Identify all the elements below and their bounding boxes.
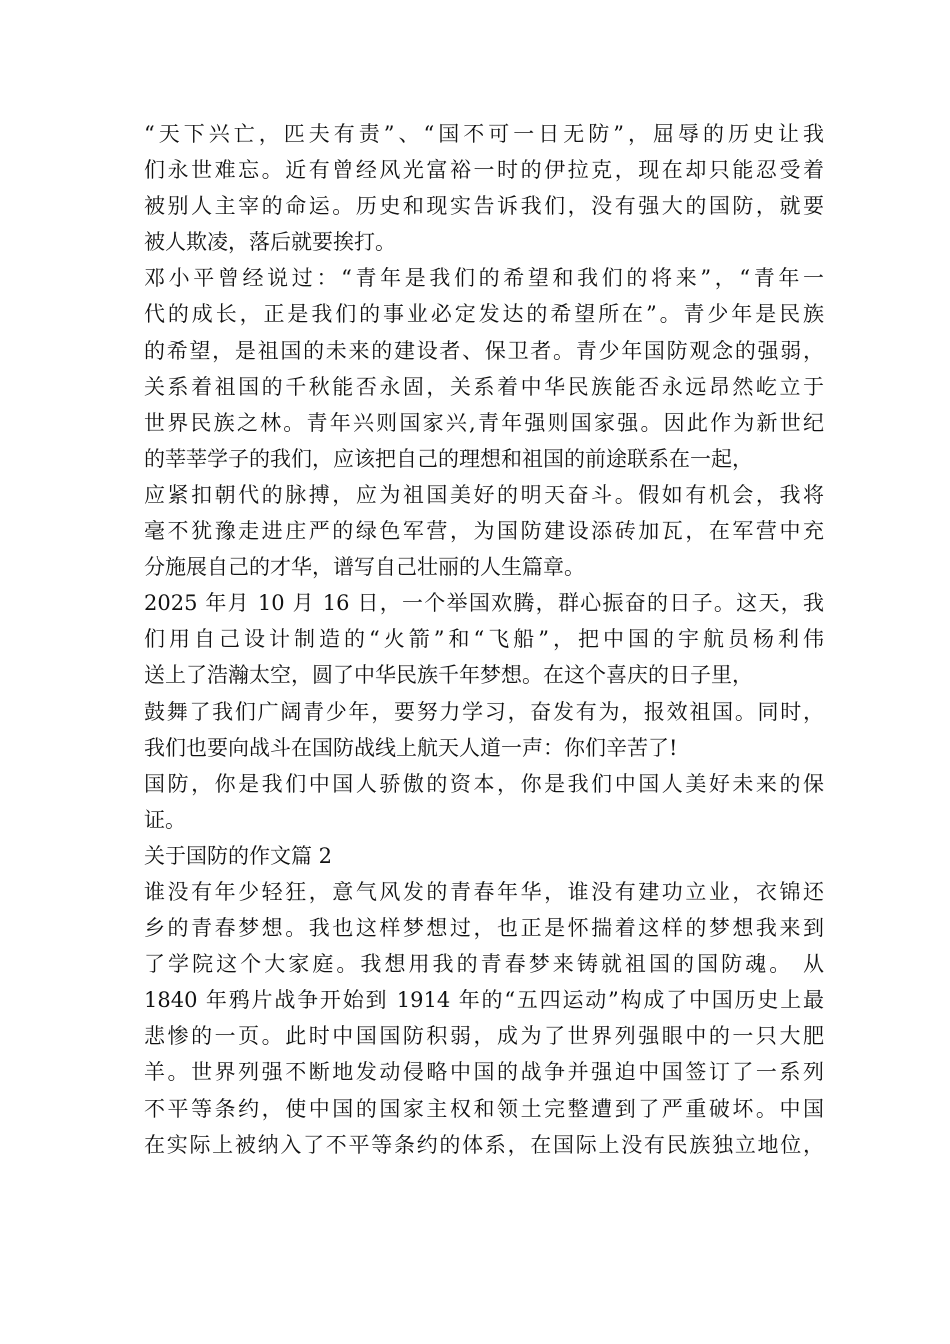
text-line: 羊。世界列强不断地发动侵略中国的战争并强迫中国签订了一系列 bbox=[144, 1060, 824, 1085]
text-line: 应紧扣朝代的脉搏，应为祖国美好的明天奋斗。假如有机会，我将 bbox=[144, 482, 824, 507]
text-line: “天下兴亡，匹夫有责”、“国不可一日无防”，屈辱的历史让我 bbox=[144, 122, 824, 146]
text-line: 的莘莘学子的我们，应该把自己的理想和祖国的前途联系在一起， bbox=[144, 446, 753, 471]
text-line: 在实际上被纳入了不平等条约的体系，在国际上没有民族独立地位， bbox=[144, 1132, 824, 1157]
text-line: 被人欺凌，落后就要挨打。 bbox=[144, 230, 396, 255]
text-line: 邓小平曾经说过：“青年是我们的希望和我们的将来”，“青年一 bbox=[144, 266, 824, 291]
text-line: 证。 bbox=[144, 807, 186, 832]
text-line: 分施展自己的才华，谱写自己壮丽的人生篇章。 bbox=[144, 555, 585, 580]
text-line: 我们也要向战斗在国防战线上航天人道一声：你们辛苦了! bbox=[144, 735, 678, 760]
text-line: 了学院这个大家庭。我想用我的青春梦来铸就祖国的国防魂。 从 bbox=[144, 952, 824, 977]
text-line: 国防，你是我们中国人骄傲的资本，你是我们中国人美好未来的保 bbox=[144, 771, 824, 796]
text-line: 毫不犹豫走进庄严的绿色军营，为国防建设添砖加瓦，在军营中充 bbox=[144, 519, 824, 544]
text-line: 谁没有年少轻狂，意气风发的青春年华，谁没有建功立业，衣锦还 bbox=[144, 879, 824, 904]
text-line: 不平等条约，使中国的国家主权和领土完整遭到了严重破坏。中国 bbox=[144, 1096, 824, 1121]
text-line: 悲惨的一页。此时中国国防积弱，成为了世界列强眼中的一只大肥 bbox=[144, 1024, 824, 1049]
text-line: 世界民族之林。青年兴则国家兴,青年强则国家强。因此作为新世纪 bbox=[144, 410, 824, 435]
document-body bbox=[144, 116, 824, 1163]
text-line: 1840 年鸦片战争开始到 1914 年的“五四运动”构成了中国历史上最 bbox=[144, 988, 824, 1013]
text-line: 关系着祖国的千秋能否永固，关系着中华民族能否永远昂然屹立于 bbox=[144, 374, 824, 399]
text-line: 关于国防的作文篇 2 bbox=[144, 843, 333, 868]
text-line: 被别人主宰的命运。历史和现实告诉我们，没有强大的国防，就要 bbox=[144, 194, 824, 219]
text-line: 2025 年月 10 月 16 日，一个举国欢腾，群心振奋的日子。这天，我 bbox=[144, 591, 824, 616]
text-line: 的希望，是祖国的未来的建设者、保卫者。青少年国防观念的强弱， bbox=[144, 338, 824, 363]
text-line: 们用自己设计制造的“火箭”和“飞船”，把中国的宇航员杨利伟 bbox=[144, 627, 824, 652]
text-line: 乡的青春梦想。我也这样梦想过，也正是怀揣着这样的梦想我来到 bbox=[144, 916, 824, 941]
text-line: 送上了浩瀚太空，圆了中华民族千年梦想。在这个喜庆的日子里， bbox=[144, 663, 753, 688]
text-line: 代的成长，正是我们的事业必定发达的希望所在”。青少年是民族 bbox=[144, 302, 824, 327]
text-line: 们永世难忘。近有曾经风光富裕一时的伊拉克，现在却只能忍受着 bbox=[144, 158, 824, 183]
text-line: 鼓舞了我们广阔青少年，要努力学习，奋发有为，报效祖国。同时， bbox=[144, 699, 824, 724]
